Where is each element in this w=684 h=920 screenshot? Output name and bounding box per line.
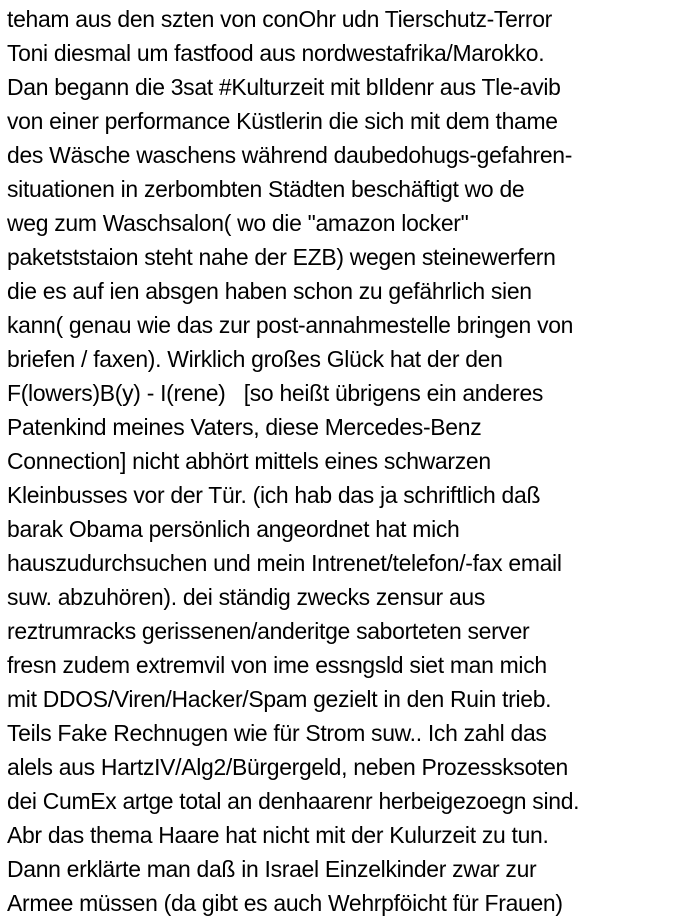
text-line: fresn zudem extremvil von ime essngsld siet man mich [7,652,547,678]
text-line: teham aus den szten von conOhr udn Tierschutz-Terror [7,6,552,32]
text-line: des Wäsche waschens während daubedohugs-gefahren- [7,142,573,168]
text-line: Patenkind meines Vaters, diese Mercedes-Benz [7,414,482,440]
text-line: alels aus HartzIV/Alg2/Bürgergeld, neben Prozessksoten [7,754,568,780]
body-text [7,2,683,920]
text-line: die es auf ien absgen haben schon zu gefährlich sien [7,278,532,304]
text-line: suw. abzuhören). dei ständig zwecks zensur aus [7,584,486,610]
text-line: F(lowers)B(y) - I(rene) [so heißt übrigens ein anderes [7,380,544,406]
text-line: Dan begann die 3sat #Kulturzeit mit bIldenr aus Tle-avib [7,74,561,100]
text-line: Dann erklärte man daß in Israel Einzelkinder zwar zur [7,856,537,882]
text-line: Kleinbusses vor der Tür. (ich hab das ja schriftlich daß [7,482,541,508]
text-line: Abr das thema Haare hat nicht mit der Kulurzeit zu tun. [7,822,549,848]
text-line: briefen / faxen). Wirklich großes Glück hat der den [7,346,503,372]
text-line: mit DDOS/Viren/Hacker/Spam gezielt in den Ruin trieb. [7,686,552,712]
text-line: Connection] nicht abhört mittels eines schwarzen [7,448,491,474]
text-line: Teils Fake Rechnugen wie für Strom suw.. Ich zahl das [7,720,547,746]
text-line: situationen in zerbombten Städten beschäftigt wo de [7,176,525,202]
text-line: barak Obama persönlich angeordnet hat mich [7,516,460,542]
text-line: von einer performance Küstlerin die sich mit dem thame [7,108,558,134]
text-line: kann( genau wie das zur post-annahmestelle bringen von [7,312,574,338]
text-line: hauszudurchsuchen und mein Intrenet/telefon/-fax email [7,550,562,576]
text-line: paketststaion steht nahe der EZB) wegen steinewerfern [7,244,556,270]
text-line: weg zum Waschsalon( wo die "amazon locker" [7,210,469,236]
text-line: reztrumracks gerissenen/anderitge saborteten server [7,618,530,644]
text-line: Toni diesmal um fastfood aus nordwestafrika/Marokko. [7,40,545,66]
text-line: Armee müssen (da gibt es auch Wehrpföicht für Frauen) [7,890,563,916]
text-line: dei CumEx artge total an denhaarenr herbeigezoegn sind. [7,788,580,814]
